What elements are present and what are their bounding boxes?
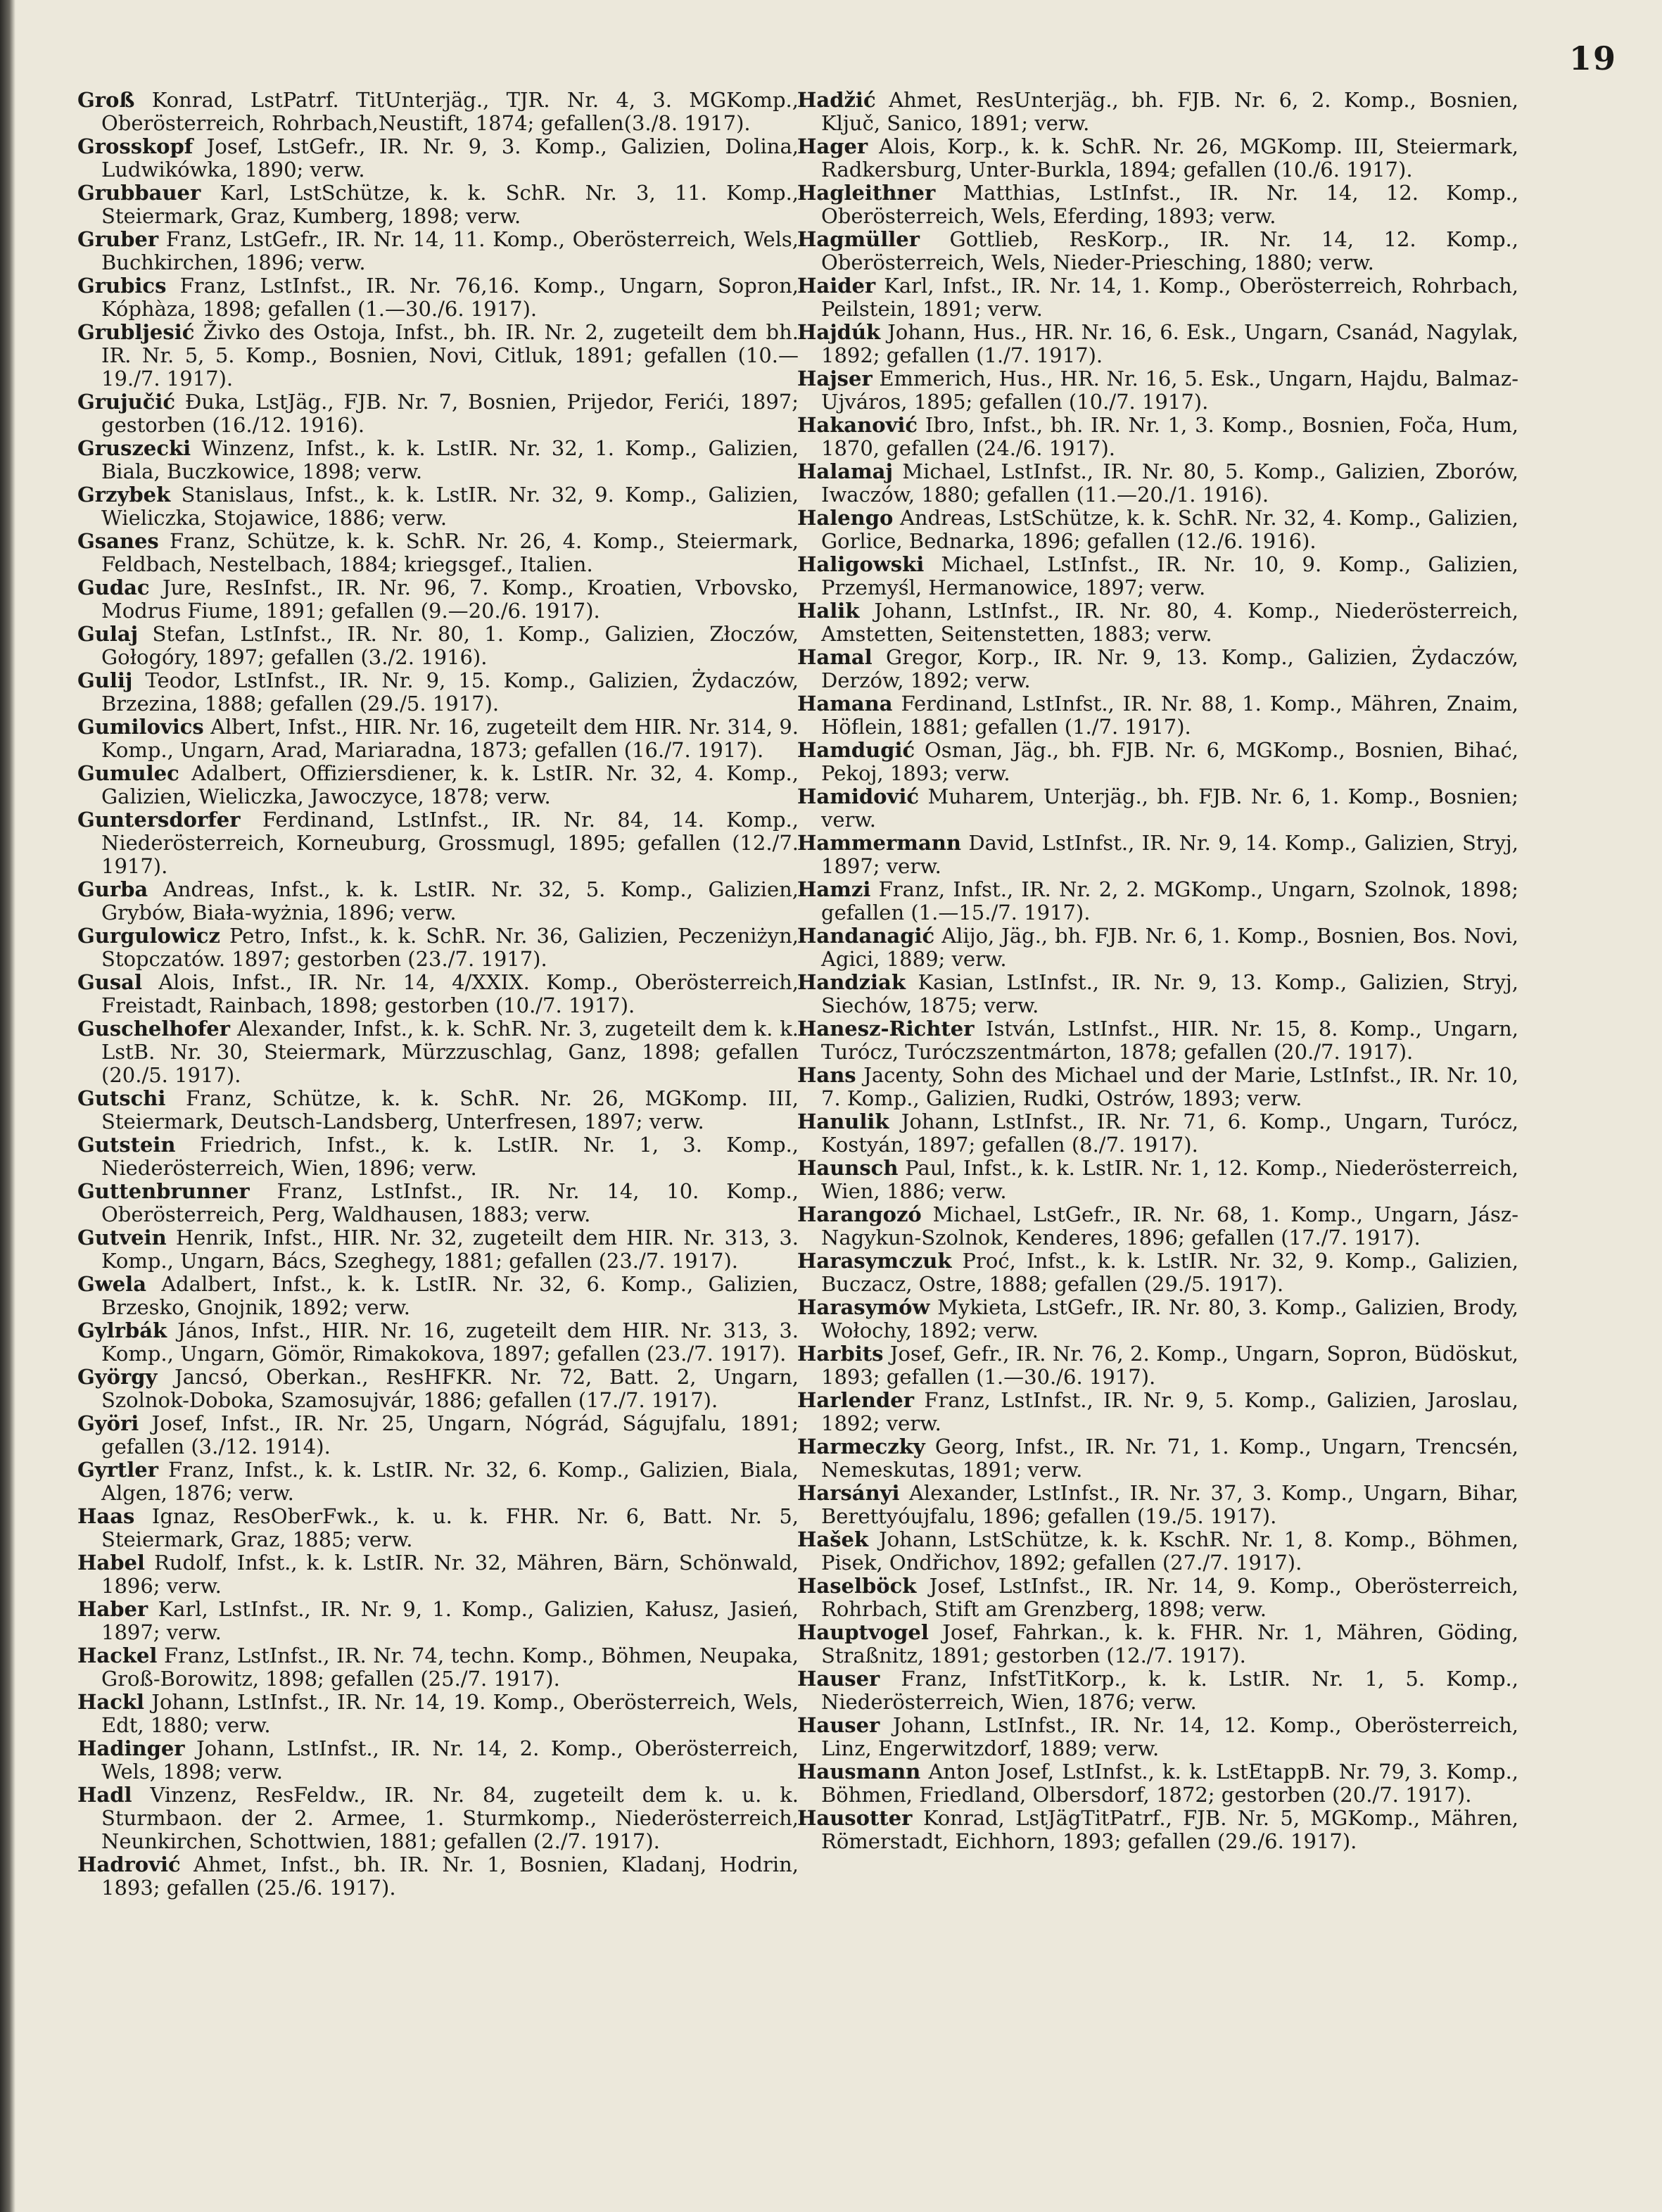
- roll-entry: [797, 507, 1518, 553]
- entry-surname: Grubbauer: [77, 181, 201, 205]
- entry-details: Karl, LstSchütze, k. k. SchR. Nr. 3, 11. Komp., Steiermark, Graz, Kumberg, 1898; verw.: [101, 181, 799, 228]
- roll-entry: [797, 182, 1518, 228]
- roll-entry: [77, 1551, 799, 1598]
- entry-surname: Grujučić: [77, 390, 176, 414]
- entry-details: Anton Josef, LstInfst., k. k. LstEtappB. Nr. 79, 3. Komp., Böhmen, Friedland, Olbersdorf, 1872; gestorben (20./7. 1917).: [821, 1760, 1518, 1807]
- entry-surname: Gruszecki: [77, 436, 191, 460]
- roll-entry: [77, 1853, 799, 1900]
- entry-details: Winzenz, Infst., k. k. LstIR. Nr. 32, 1. Komp., Galizien, Biala, Buczkowice, 1898; verw.: [101, 436, 799, 483]
- entry-details: Josef, LstGefr., IR. Nr. 9, 3. Komp., Galizien, Dolina, Ludwikówka, 1890; verw.: [101, 134, 799, 182]
- entry-surname: Hagleithner: [797, 181, 936, 205]
- entry-details: Franz, Schütze, k. k. SchR. Nr. 26, MGKomp. III, Steiermark, Deutsch-Landsberg, Unterfresen, 1897; verw.: [101, 1086, 799, 1133]
- entry-surname: Hauptvogel: [797, 1620, 929, 1644]
- roll-entry: [797, 1296, 1518, 1342]
- roll-entry: [77, 135, 799, 182]
- roll-entry: [77, 971, 799, 1017]
- roll-entry: [797, 414, 1518, 460]
- roll-entry: [797, 135, 1518, 182]
- entry-surname: Halik: [797, 599, 860, 623]
- entry-surname: Haas: [77, 1504, 135, 1528]
- roll-entry: [77, 576, 799, 623]
- entry-details: Konrad, LstJägTitPatrf., FJB. Nr. 5, MGKomp., Mähren, Römerstadt, Eichhorn, 1893; gefallen (29./6. 1917).: [821, 1806, 1518, 1853]
- entry-details: Teodor, LstInfst., IR. Nr. 9, 15. Komp., Galizien, Żydaczów, Brzezina, 1888; gefallen (29./5. 1917).: [101, 668, 799, 716]
- entry-details: Johann, LstInfst., IR. Nr. 71, 6. Komp., Ungarn, Turócz, Kostyán, 1897; gefallen (8./7. 1917).: [821, 1110, 1518, 1157]
- entry-surname: Gruber: [77, 227, 159, 251]
- entry-details: Albert, Infst., HIR. Nr. 16, zugeteilt dem HIR. Nr. 314, 9. Komp., Ungarn, Arad, Mariaradna, 1873; gefallen (16./7. 1917).: [101, 715, 799, 762]
- entry-surname: Gumilovics: [77, 715, 204, 739]
- entry-details: Michael, LstInfst., IR. Nr. 10, 9. Komp., Galizien, Przemyśl, Hermanowice, 1897; verw.: [821, 552, 1518, 599]
- entry-surname: Guttenbrunner: [77, 1179, 250, 1203]
- entry-details: Franz, LstInfst., IR. Nr. 9, 5. Komp., Galizien, Jaroslau, 1892; verw.: [821, 1388, 1518, 1435]
- entry-details: Ferdinand, LstInfst., IR. Nr. 84, 14. Komp., Niederösterreich, Korneuburg, Grossmugl, 1895; gefallen (12./7. 1917).: [101, 808, 799, 878]
- entry-details: Gottlieb, ResKorp., IR. Nr. 14, 12. Komp., Oberösterreich, Wels, Nieder-Priesching, 1880; verw.: [821, 227, 1518, 274]
- entry-surname: Hauser: [797, 1713, 880, 1737]
- roll-entry: [797, 1435, 1518, 1482]
- entry-details: Karl, LstInfst., IR. Nr. 9, 1. Komp., Galizien, Kałusz, Jasień, 1897; verw.: [101, 1597, 799, 1644]
- entry-surname: Hamana: [797, 692, 893, 716]
- entry-surname: Hamzi: [797, 877, 871, 901]
- entry-surname: Gwela: [77, 1272, 146, 1296]
- entry-surname: Hašek: [797, 1527, 869, 1551]
- entry-surname: Haunsch: [797, 1156, 899, 1180]
- entry-surname: Harbits: [797, 1342, 884, 1366]
- entry-details: Franz, Infst., IR. Nr. 2, 2. MGKomp., Ungarn, Szolnok, 1898; gefallen (1.—15./7. 1917).: [821, 877, 1518, 924]
- roll-entry: [797, 1621, 1518, 1667]
- entry-details: Ibro, Infst., bh. IR. Nr. 1, 3. Komp., Bosnien, Foča, Hum, 1870, gefallen (24./6. 1917).: [821, 413, 1518, 460]
- entry-surname: Grubljesić: [77, 320, 195, 344]
- roll-entry: [797, 1714, 1518, 1760]
- entry-details: Rudolf, Infst., k. k. LstIR. Nr. 32, Mähren, Bärn, Schönwald, 1896; verw.: [101, 1551, 799, 1598]
- entry-surname: Hager: [797, 134, 868, 158]
- roll-entry: [797, 1528, 1518, 1575]
- roll-entry: [77, 1505, 799, 1551]
- roll-entry: [797, 692, 1518, 739]
- roll-entry: [797, 1667, 1518, 1714]
- entry-surname: Hausotter: [797, 1806, 913, 1830]
- entry-details: Jancsó, Oberkan., ResHFKR. Nr. 72, Batt. 2, Ungarn, Szolnok-Doboka, Szamosujvár, 1886; gefallen (17./7. 1917).: [101, 1365, 799, 1412]
- entry-surname: Gulij: [77, 668, 133, 692]
- entry-details: Stefan, LstInfst., IR. Nr. 80, 1. Komp., Galizien, Złoczów, Gołogóry, 1897; gefallen (3./2. 1916).: [101, 622, 799, 669]
- entry-surname: Harasymów: [797, 1295, 930, 1319]
- entry-details: Alexander, LstInfst., IR. Nr. 37, 3. Komp., Ungarn, Bihar, Berettyóujfalu, 1896; gefallen (19./5. 1917).: [821, 1481, 1518, 1528]
- roll-entry: [797, 924, 1518, 971]
- entry-details: Andreas, LstSchütze, k. k. SchR. Nr. 32, 4. Komp., Galizien, Gorlice, Bednarka, 1896; gefallen (12./6. 1916).: [821, 506, 1518, 553]
- entry-surname: Harlender: [797, 1388, 915, 1412]
- roll-entry: [797, 1342, 1518, 1389]
- right-column: [797, 89, 1518, 2192]
- entry-surname: Gulaj: [77, 622, 139, 646]
- roll-entry: [77, 924, 799, 971]
- entry-details: Friedrich, Infst., k. k. LstIR. Nr. 1, 3. Komp., Niederösterreich, Wien, 1896; verw.: [101, 1133, 799, 1180]
- entry-surname: Hackel: [77, 1644, 158, 1667]
- roll-entry: [797, 878, 1518, 924]
- entry-details: Stanislaus, Infst., k. k. LstIR. Nr. 32, 9. Komp., Galizien, Wieliczka, Stojawice, 1886; verw.: [101, 483, 799, 530]
- roll-entry: [797, 1203, 1518, 1250]
- roll-entry: [77, 483, 799, 530]
- binding-shadow: [0, 0, 15, 2212]
- entry-details: Franz, LstInfst., IR. Nr. 14, 10. Komp., Oberösterreich, Perg, Waldhausen, 1883; verw.: [101, 1179, 799, 1226]
- entry-details: Proć, Infst., k. k. LstIR. Nr. 32, 9. Komp., Galizien, Buczacz, Ostre, 1888; gefallen (29./5. 1917).: [821, 1249, 1518, 1296]
- entry-surname: Hanulik: [797, 1110, 889, 1133]
- roll-entry: [797, 739, 1518, 785]
- roll-entry: [77, 1319, 799, 1366]
- entry-details: Franz, LstInfst., IR. Nr. 74, techn. Komp., Böhmen, Neupaka, Groß-Borowitz, 1898; gefallen (25./7. 1917).: [101, 1644, 799, 1691]
- entry-surname: Handanagić: [797, 924, 935, 948]
- entry-surname: Hanesz-Richter: [797, 1017, 975, 1041]
- roll-entry: [797, 1482, 1518, 1528]
- entry-details: Johann, LstInfst., IR. Nr. 14, 2. Komp., Oberösterreich, Wels, 1898; verw.: [101, 1736, 799, 1784]
- roll-entry: [797, 1064, 1518, 1110]
- entry-details: Alois, Infst., IR. Nr. 14, 4/XXIX. Komp., Oberösterreich, Freistadt, Rainbach, 1898; gestorben (10./7. 1917).: [101, 970, 799, 1017]
- entry-details: Ahmet, ResUnterjäg., bh. FJB. Nr. 6, 2. Komp., Bosnien, Ključ, Sanico, 1891; verw.: [821, 89, 1518, 135]
- entry-details: Ferdinand, LstInfst., IR. Nr. 88, 1. Komp., Mähren, Znaim, Höflein, 1881; gefallen (1./7. 1917).: [821, 692, 1518, 739]
- entry-details: Johann, LstInfst., IR. Nr. 14, 19. Komp., Oberösterreich, Wels, Edt, 1880; verw.: [101, 1690, 799, 1737]
- entry-details: Alijo, Jäg., bh. FJB. Nr. 6, 1. Komp., Bosnien, Bos. Novi, Agici, 1889; verw.: [821, 924, 1518, 971]
- roll-entry: [797, 599, 1518, 646]
- entry-surname: Grzybek: [77, 483, 171, 507]
- entry-surname: Hammermann: [797, 831, 961, 855]
- roll-entry: [797, 228, 1518, 274]
- entry-surname: Hamidović: [797, 784, 920, 808]
- entry-surname: Grubics: [77, 274, 167, 298]
- roll-entry: [797, 971, 1518, 1017]
- entry-details: Johann, Hus., HR. Nr. 16, 6. Esk., Ungarn, Csanád, Nagylak, 1892; gefallen (1./7. 1917).: [821, 320, 1518, 367]
- roll-entry: [77, 1133, 799, 1180]
- entry-surname: Haselböck: [797, 1574, 917, 1598]
- entry-surname: Györi: [77, 1411, 139, 1435]
- roll-entry: [77, 1412, 799, 1458]
- entry-surname: Gumulec: [77, 761, 179, 785]
- entry-surname: Gutschi: [77, 1086, 166, 1110]
- entry-details: István, LstInfst., HIR. Nr. 15, 8. Komp., Ungarn, Turócz, Turóczszentmárton, 1878; gefallen (20./7. 1917).: [821, 1017, 1518, 1064]
- roll-entry: [77, 390, 799, 437]
- roll-entry: [77, 1644, 799, 1691]
- entry-details: Alexander, Infst., k. k. SchR. Nr. 3, zugeteilt dem k. k. LstB. Nr. 30, Steiermark, Mürzzuschlag, Ganz, 1898; gefallen (20./5. 1917).: [101, 1017, 799, 1087]
- entry-details: Andreas, Infst., k. k. LstIR. Nr. 32, 5. Komp., Galizien, Grybów, Biała-wyżnia, 1896; verw.: [101, 877, 799, 924]
- entry-surname: Hadinger: [77, 1736, 185, 1760]
- page-number: 19: [1568, 39, 1617, 77]
- roll-entry: [77, 1180, 799, 1226]
- entry-details: Karl, Infst., IR. Nr. 14, 1. Komp., Oberösterreich, Rohrbach, Peilstein, 1891; verw.: [821, 274, 1518, 321]
- entry-surname: Halengo: [797, 506, 894, 530]
- roll-entry: [797, 1250, 1518, 1296]
- roll-entry: [77, 878, 799, 924]
- entry-details: Michael, LstGefr., IR. Nr. 68, 1. Komp., Ungarn, Jász-Nagykun-Szolnok, Kenderes, 1896; gefallen (17./7. 1917).: [821, 1202, 1518, 1250]
- entry-surname: Handziak: [797, 970, 906, 994]
- entry-surname: Hauser: [797, 1667, 880, 1691]
- entry-details: Michael, LstInfst., IR. Nr. 80, 5. Komp., Galizien, Zborów, Iwaczów, 1880; gefallen (11.—20./1. 1916).: [821, 459, 1518, 507]
- entry-surname: Guntersdorfer: [77, 808, 241, 832]
- entry-details: János, Infst., HIR. Nr. 16, zugeteilt dem HIR. Nr. 313, 3. Komp., Ungarn, Gömör, Rimakokova, 1897; gefallen (23./7. 1917).: [101, 1318, 799, 1366]
- roll-entry: [77, 274, 799, 321]
- roll-entry: [77, 1366, 799, 1412]
- roll-entry: [77, 228, 799, 274]
- entry-surname: Gylrbák: [77, 1318, 167, 1342]
- entry-surname: Hackl: [77, 1690, 144, 1714]
- roll-entry: [797, 1760, 1518, 1807]
- entry-details: Franz, LstInfst., IR. Nr. 76,16. Komp., Ungarn, Sopron, Kóphàza, 1898; gefallen (1.—30./6. 1917).: [101, 274, 799, 321]
- entry-surname: Groß: [77, 89, 135, 112]
- entry-details: Alois, Korp., k. k. SchR. Nr. 26, MGKomp. III, Steiermark, Radkersburg, Unter-Burkla, 1894; gefallen (10./6. 1917).: [821, 134, 1518, 182]
- entry-surname: Hamal: [797, 645, 873, 669]
- roll-entry: [77, 762, 799, 808]
- entry-details: Jure, ResInfst., IR. Nr. 96, 7. Komp., Kroatien, Vrbovsko, Modrus Fiume, 1891; gefallen (9.—20./6. 1917).: [101, 576, 799, 623]
- entry-details: Franz, InfstTitKorp., k. k. LstIR. Nr. 1, 5. Komp., Niederösterreich, Wien, 1876; verw.: [821, 1667, 1518, 1714]
- entry-surname: Harmeczky: [797, 1435, 925, 1458]
- entry-details: Paul, Infst., k. k. LstIR. Nr. 1, 12. Komp., Niederösterreich, Wien, 1886; verw.: [821, 1156, 1518, 1203]
- roll-entry: [77, 1598, 799, 1644]
- entry-surname: Hajdúk: [797, 320, 881, 344]
- roll-entry: [77, 1226, 799, 1273]
- roll-entry: [797, 1017, 1518, 1064]
- entry-surname: Gsanes: [77, 529, 159, 553]
- roll-entry: [797, 646, 1518, 692]
- roll-entry: [77, 1087, 799, 1133]
- entry-details: Georg, Infst., IR. Nr. 71, 1. Komp., Ungarn, Trencsén, Nemeskutas, 1891; verw.: [821, 1435, 1518, 1482]
- entry-details: Johann, LstInfst., IR. Nr. 80, 4. Komp., Niederösterreich, Amstetten, Seitenstetten, 1883; verw.: [821, 599, 1518, 646]
- roll-entry: [77, 182, 799, 228]
- entry-surname: Harasymczuk: [797, 1249, 952, 1273]
- entry-details: Johann, LstInfst., IR. Nr. 14, 12. Komp., Oberösterreich, Linz, Engerwitzdorf, 1889; verw.: [821, 1713, 1518, 1760]
- entry-details: Henrik, Infst., HIR. Nr. 32, zugeteilt dem HIR. Nr. 313, 3. Komp., Ungarn, Bács, Szeghegy, 1881; gefallen (23./7. 1917).: [101, 1226, 799, 1273]
- entry-surname: Hans: [797, 1063, 856, 1087]
- entry-details: Petro, Infst., k. k. SchR. Nr. 36, Galizien, Peczeniżyn, Stopczatów. 1897; gestorben (23./7. 1917).: [101, 924, 799, 971]
- roll-entry: [797, 832, 1518, 878]
- entry-surname: Hamdugić: [797, 738, 915, 762]
- roll-entry: [797, 321, 1518, 367]
- entry-details: Matthias, LstInfst., IR. Nr. 14, 12. Komp., Oberösterreich, Wels, Eferding, 1893; verw.: [821, 181, 1518, 228]
- entry-surname: Gurba: [77, 877, 148, 901]
- roll-entry: [797, 1157, 1518, 1203]
- entry-surname: Gutvein: [77, 1226, 167, 1250]
- entry-details: Ahmet, Infst., bh. IR. Nr. 1, Bosnien, Kladanj, Hodrin, 1893; gefallen (25./6. 1917).: [101, 1852, 799, 1900]
- roll-entry: [797, 1389, 1518, 1435]
- entry-details: Đuka, LstJäg., FJB. Nr. 7, Bosnien, Prijedor, Ferići, 1897; gestorben (16./12. 1916).: [101, 390, 799, 437]
- entry-details: Franz, Schütze, k. k. SchR. Nr. 26, 4. Komp., Steiermark, Feldbach, Nestelbach, 1884; kriegsgef., Italien.: [101, 529, 799, 576]
- roll-entry: [77, 437, 799, 483]
- roll-entry: [77, 808, 799, 878]
- entry-surname: Gyrtler: [77, 1458, 159, 1482]
- entry-surname: Hausmann: [797, 1760, 921, 1784]
- entry-surname: Grosskopf: [77, 134, 194, 158]
- entry-surname: Haber: [77, 1597, 148, 1621]
- entry-surname: György: [77, 1365, 158, 1389]
- entry-details: Ignaz, ResOberFwk., k. u. k. FHR. Nr. 6, Batt. Nr. 5, Steiermark, Graz, 1885; verw.: [101, 1504, 799, 1551]
- entry-surname: Hakanović: [797, 413, 918, 437]
- entry-surname: Haider: [797, 274, 876, 298]
- roll-entry: [77, 669, 799, 716]
- entry-details: Franz, LstGefr., IR. Nr. 14, 11. Komp., Oberösterreich, Wels, Buchkirchen, 1896; verw.: [101, 227, 799, 274]
- roll-entry: [77, 321, 799, 390]
- roll-entry: [77, 530, 799, 576]
- entry-surname: Gurgulowicz: [77, 924, 220, 948]
- roll-entry: [77, 1458, 799, 1505]
- roll-entry: [77, 1784, 799, 1853]
- entry-details: Emmerich, Hus., HR. Nr. 16, 5. Esk., Ungarn, Hajdu, Balmaz-Ujváros, 1895; gefallen (10./7. 1917).: [821, 367, 1518, 414]
- entry-surname: Gudac: [77, 576, 150, 599]
- entry-details: Franz, Infst., k. k. LstIR. Nr. 32, 6. Komp., Galizien, Biala, Algen, 1876; verw.: [101, 1458, 799, 1505]
- entry-surname: Hadrović: [77, 1852, 181, 1876]
- entry-surname: Haligowski: [797, 552, 925, 576]
- entry-details: Konrad, LstPatrf. TitUnterjäg., TJR. Nr. 4, 3. MGKomp., Oberösterreich, Rohrbach,Neustift, 1874; gefallen(3./8. 1917).: [101, 89, 799, 135]
- entry-details: Kasian, LstInfst., IR. Nr. 9, 13. Komp., Galizien, Stryj, Siechów, 1875; verw.: [821, 970, 1518, 1017]
- roll-entry: [797, 553, 1518, 599]
- roll-entry: [797, 785, 1518, 832]
- roll-entry: [797, 1575, 1518, 1621]
- entry-details: Josef, Fahrkan., k. k. FHR. Nr. 1, Mähren, Göding, Straßnitz, 1891; gestorben (12./7. 1917).: [821, 1620, 1518, 1667]
- left-column: [77, 89, 799, 2192]
- roll-entry: [77, 89, 799, 135]
- entry-details: Jacenty, Sohn des Michael und der Marie, LstInfst., IR. Nr. 10, 7. Komp., Galizien, Rudki, Ostrów, 1893; verw.: [821, 1063, 1518, 1110]
- entry-surname: Halamaj: [797, 459, 893, 483]
- entry-details: Vinzenz, ResFeldw., IR. Nr. 84, zugeteilt dem k. u. k. Sturmbaon. der 2. Armee, 1. Sturmkomp., Niederösterreich, Neunkirchen, Schottwien, 1881; gefallen (2./7. 1917).: [101, 1783, 799, 1853]
- entry-surname: Hajser: [797, 367, 873, 390]
- entry-details: Josef, LstInfst., IR. Nr. 14, 9. Komp., Oberösterreich, Rohrbach, Stift am Grenzberg, 1898; verw.: [821, 1574, 1518, 1621]
- entry-details: Živko des Ostoja, Infst., bh. IR. Nr. 2, zugeteilt dem bh. IR. Nr. 5, 5. Komp., Bosnien, Novi, Citluk, 1891; gefallen (10.—19./7. 1917).: [101, 320, 799, 390]
- roll-entry: [77, 623, 799, 669]
- entry-details: Josef, Infst., IR. Nr. 25, Ungarn, Nógrád, Ságujfalu, 1891; gefallen (3./12. 1914).: [101, 1411, 799, 1458]
- roll-entry: [77, 1273, 799, 1319]
- roll-entry: [797, 367, 1518, 414]
- entry-surname: Hagmüller: [797, 227, 920, 251]
- entry-surname: Gutstein: [77, 1133, 176, 1157]
- entry-surname: Gusal: [77, 970, 142, 994]
- entry-surname: Harangozó: [797, 1202, 922, 1226]
- roll-entry: [797, 1807, 1518, 1853]
- roll-entry: [797, 1110, 1518, 1157]
- entry-surname: Hadžić: [797, 89, 876, 112]
- roll-entry: [77, 1737, 799, 1784]
- roll-entry: [797, 89, 1518, 135]
- entry-surname: Guschelhofer: [77, 1017, 231, 1041]
- roll-entry: [797, 274, 1518, 321]
- entry-details: Adalbert, Offiziersdiener, k. k. LstIR. Nr. 32, 4. Komp., Galizien, Wieliczka, Jawoczyce, 1878; verw.: [101, 761, 799, 808]
- entry-details: Mykieta, LstGefr., IR. Nr. 80, 3. Komp., Galizien, Brody, Wołochy, 1892; verw.: [821, 1295, 1518, 1342]
- entry-surname: Habel: [77, 1551, 145, 1575]
- roll-entry: [77, 716, 799, 762]
- entry-details: Josef, Gefr., IR. Nr. 76, 2. Komp., Ungarn, Sopron, Büdöskut, 1893; gefallen (1.—30./6. 1917).: [821, 1342, 1518, 1389]
- entry-details: Johann, LstSchütze, k. k. KschR. Nr. 1, 8. Komp., Böhmen, Pisek, Ondřichov, 1892; gefallen (27./7. 1917).: [821, 1527, 1518, 1575]
- roll-entry: [797, 460, 1518, 507]
- entry-details: David, LstInfst., IR. Nr. 9, 14. Komp., Galizien, Stryj, 1897; verw.: [821, 831, 1518, 878]
- entry-details: Adalbert, Infst., k. k. LstIR. Nr. 32, 6. Komp., Galizien, Brzesko, Gnojnik, 1892; verw.: [101, 1272, 799, 1319]
- entry-details: Gregor, Korp., IR. Nr. 9, 13. Komp., Galizien, Żydaczów, Derzów, 1892; verw.: [821, 645, 1518, 692]
- entry-details: Muharem, Unterjäg., bh. FJB. Nr. 6, 1. Komp., Bosnien; verw.: [821, 784, 1518, 832]
- entry-details: Osman, Jäg., bh. FJB. Nr. 6, MGKomp., Bosnien, Bihać, Pekoj, 1893; verw.: [821, 738, 1518, 785]
- entry-surname: Hadl: [77, 1783, 132, 1807]
- roll-entry: [77, 1017, 799, 1087]
- entry-surname: Harsányi: [797, 1481, 900, 1505]
- roll-entry: [77, 1691, 799, 1737]
